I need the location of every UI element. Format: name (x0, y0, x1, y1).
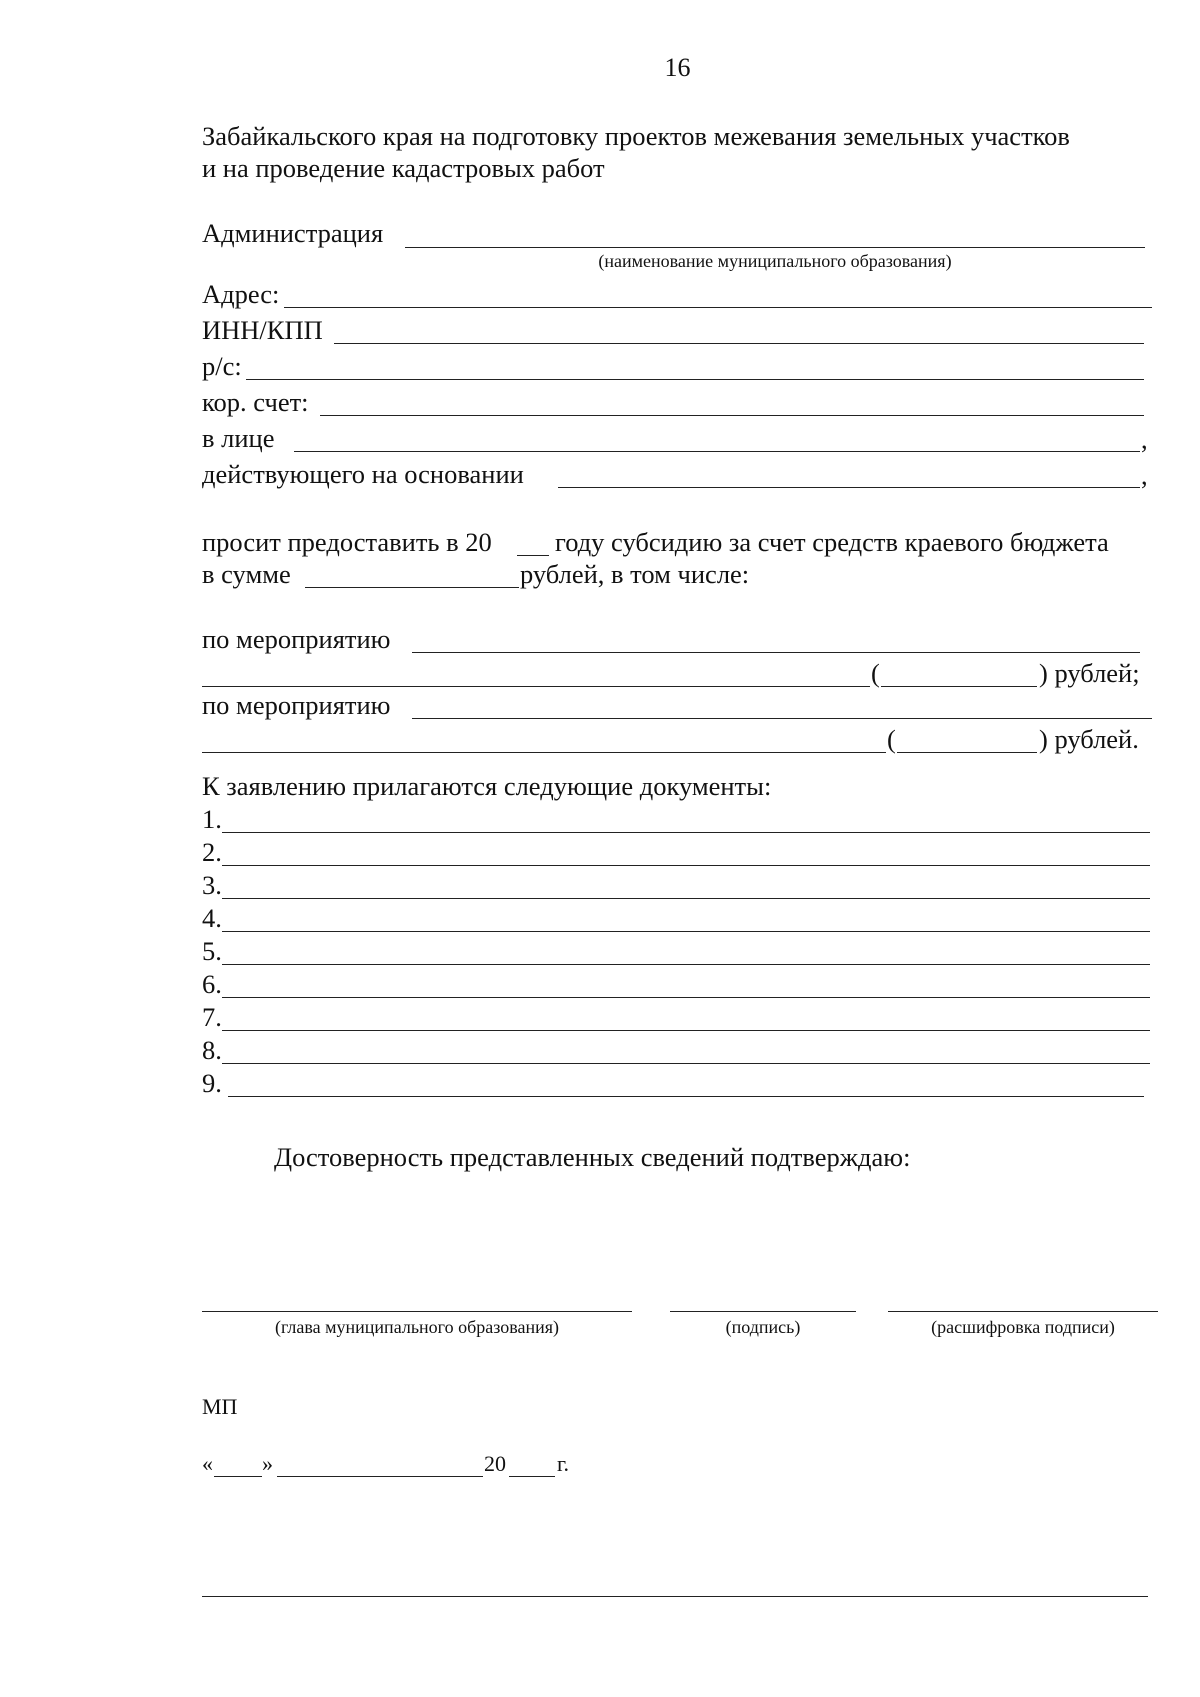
request-line-1-end: году субсидию за счет средств краевого бюджета (555, 527, 1109, 557)
attachment-number-9: 9. (202, 1068, 222, 1098)
date-open-quote: « (202, 1451, 213, 1476)
measure-2-words-field[interactable] (202, 752, 886, 753)
confirmation-text: Достоверность представленных сведений подтверждаю: (274, 1142, 911, 1172)
attachment-field-7[interactable] (222, 1030, 1150, 1031)
attachment-field-4[interactable] (222, 931, 1150, 932)
inn-kpp-label: ИНН/КПП (202, 315, 323, 345)
stamp-mark: МП (202, 1394, 238, 1419)
administration-field[interactable] (405, 247, 1145, 248)
request-line-1-start: просит предоставить в 20 (202, 527, 492, 557)
attachment-number-3: 3. (202, 870, 222, 900)
corr-account-field[interactable] (320, 415, 1144, 416)
attachment-number-2: 2. (202, 837, 222, 867)
signature-decode-field[interactable] (888, 1311, 1158, 1312)
attachment-number-8: 8. (202, 1035, 222, 1065)
date-year-suffix: г. (557, 1451, 570, 1476)
corr-account-label: кор. счет: (202, 387, 309, 417)
page-number: 16 (664, 53, 691, 82)
attachment-number-5: 5. (202, 936, 222, 966)
intro-line-1: Забайкальского края на подготовку проектов межевания земельных участков (202, 121, 1070, 151)
request-amount-suffix: рублей, в том числе: (520, 559, 750, 589)
request-year-field[interactable] (517, 555, 549, 556)
attachment-number-7: 7. (202, 1002, 222, 1032)
measure-2-paren-open: ( (887, 724, 896, 754)
measure-2-sum-field[interactable] (897, 752, 1037, 753)
attachment-field-5[interactable] (222, 964, 1150, 965)
attachment-field-8[interactable] (222, 1063, 1150, 1064)
signature-field[interactable] (670, 1311, 856, 1312)
bottom-rule (202, 1596, 1148, 1597)
attachment-number-6: 6. (202, 969, 222, 999)
intro-paragraph (202, 120, 1162, 184)
request-amount-field[interactable] (305, 587, 519, 588)
date-month-field[interactable] (277, 1476, 483, 1477)
date-close-quote: » (262, 1451, 273, 1476)
date-year-prefix: 20 (484, 1451, 506, 1476)
measure-1-paren-open: ( (871, 658, 880, 688)
attachment-field-9[interactable] (228, 1096, 1144, 1097)
date-day-field[interactable] (214, 1476, 262, 1477)
address-field[interactable] (284, 307, 1152, 308)
attachment-field-2[interactable] (222, 865, 1150, 866)
administration-caption: (наименование муниципального образования) (598, 251, 952, 271)
represented-by-comma: , (1141, 424, 1148, 454)
measure-1-paren-close: ) рублей; (1039, 658, 1140, 688)
signature-decode-caption: (расшифровка подписи) (931, 1317, 1115, 1337)
attachments-heading: К заявлению прилагаются следующие документы: (202, 771, 772, 801)
date-year-field[interactable] (509, 1476, 555, 1477)
address-label: Адрес: (202, 279, 280, 309)
administration-label: Администрация (202, 218, 384, 248)
measure-2-label: по мероприятию (202, 690, 391, 720)
inn-kpp-field[interactable] (334, 343, 1144, 344)
intro-line-2: и на проведение кадастровых работ (202, 153, 605, 183)
account-label: р/с: (202, 351, 242, 381)
head-caption: (глава муниципального образования) (274, 1317, 560, 1337)
measure-1-label: по мероприятию (202, 624, 391, 654)
attachment-field-3[interactable] (222, 898, 1150, 899)
measure-1-sum-field[interactable] (881, 686, 1037, 687)
head-signature-field[interactable] (202, 1311, 632, 1312)
measure-1-name-field[interactable] (412, 652, 1140, 653)
signature-caption: (подпись) (725, 1317, 801, 1337)
measure-2-paren-close: ) рублей. (1039, 724, 1139, 754)
represented-by-field[interactable] (294, 451, 1140, 452)
measure-1-words-field[interactable] (202, 686, 870, 687)
attachment-number-1: 1. (202, 804, 222, 834)
measure-2-name-field[interactable] (412, 718, 1152, 719)
attachment-field-6[interactable] (222, 997, 1150, 998)
represented-by-label: в лице (202, 423, 275, 453)
attachment-field-1[interactable] (222, 832, 1150, 833)
acting-on-basis-comma: , (1141, 460, 1148, 490)
acting-on-basis-label: действующего на основании (202, 459, 524, 489)
request-amount-label: в сумме (202, 559, 291, 589)
account-field[interactable] (246, 379, 1144, 380)
attachment-number-4: 4. (202, 903, 222, 933)
acting-on-basis-field[interactable] (558, 487, 1140, 488)
